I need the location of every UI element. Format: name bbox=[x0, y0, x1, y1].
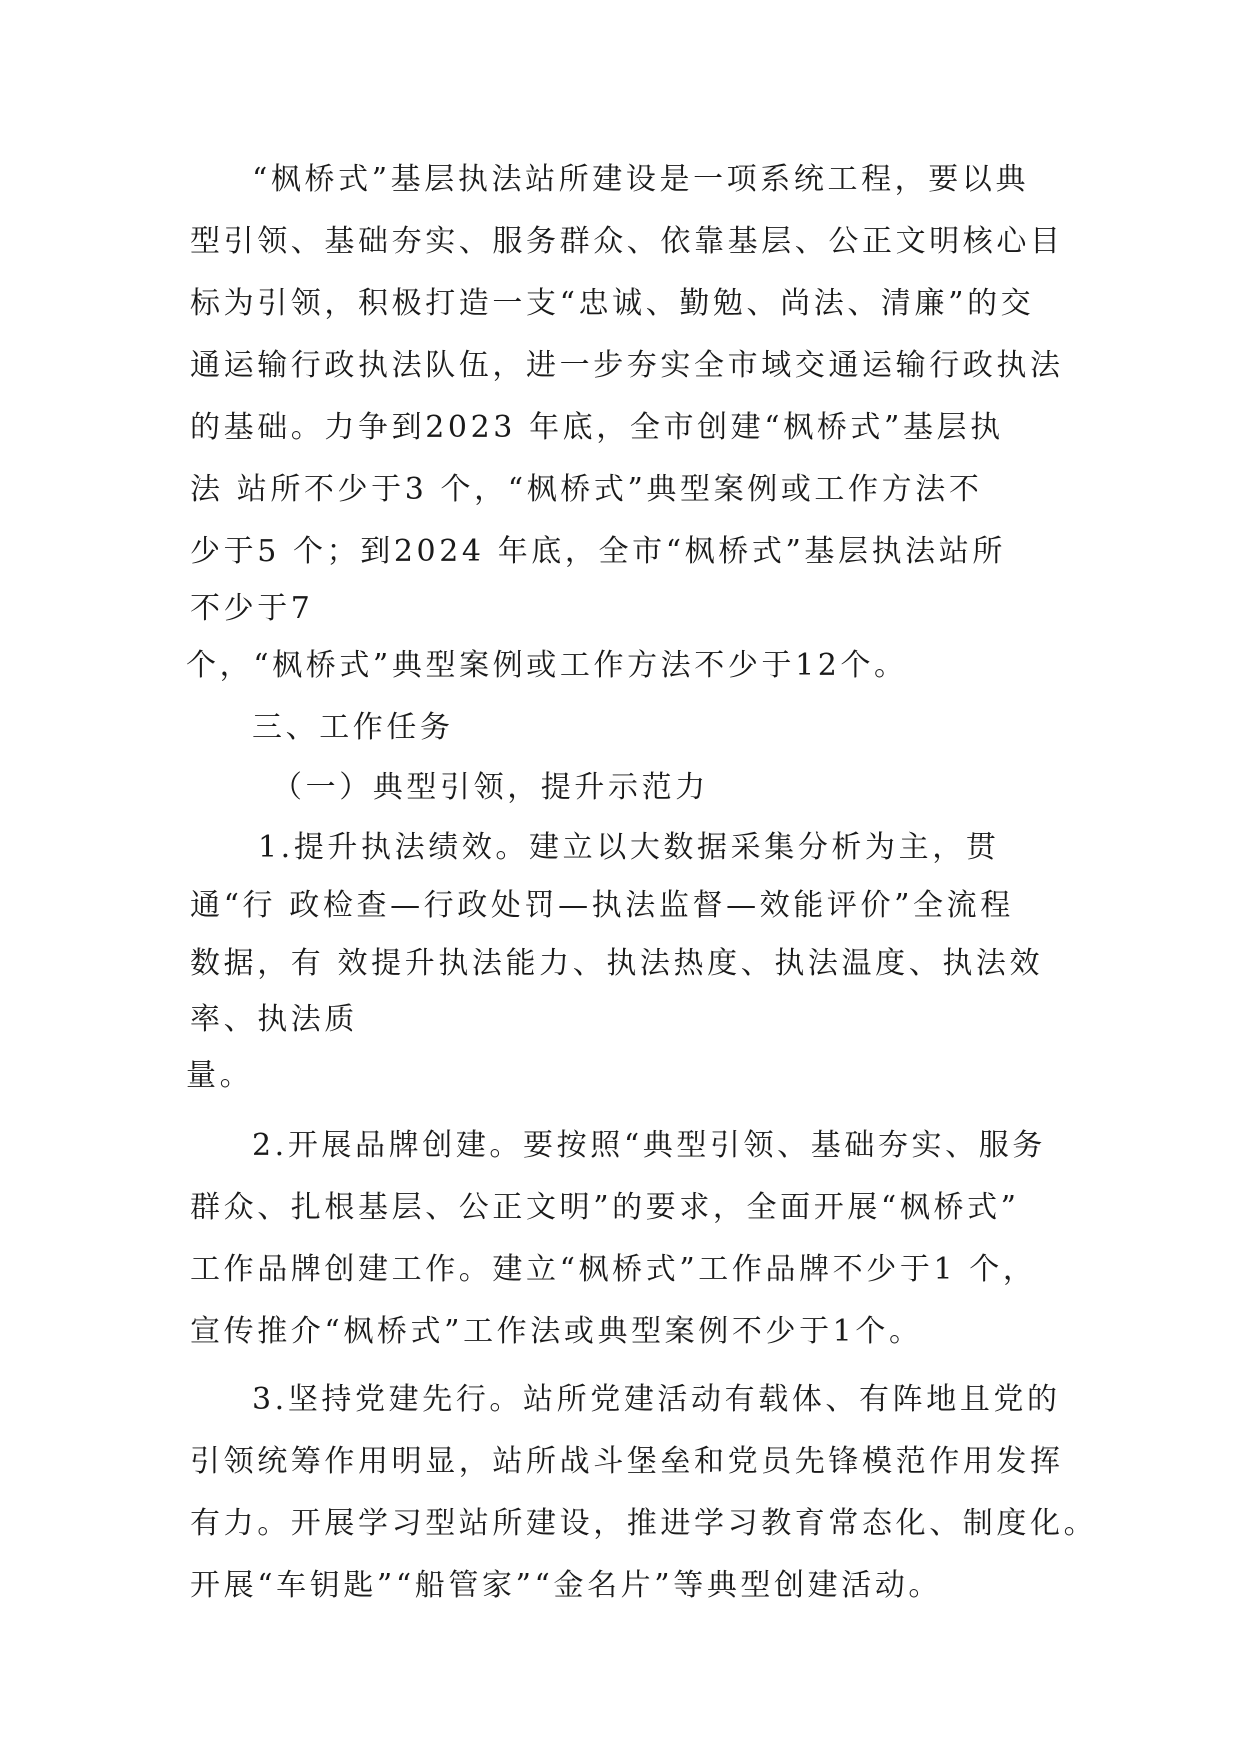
item-1-line-1: 1.提升执法绩效。建立以大数据采集分析为主，贯 bbox=[258, 830, 1000, 865]
paragraph-1-line-7: 少于5 个；到2024 年底，全市“枫桥式”基层执法站所 bbox=[190, 534, 1006, 569]
paragraph-1-line-2: 型引领、基础夯实、服务群众、依靠基层、公正文明核心目 bbox=[190, 224, 1064, 259]
item-1-line-3: 数据，有 效提升执法能力、执法热度、执法温度、执法效 bbox=[190, 946, 1044, 981]
paragraph-1-line-8: 不少于7 bbox=[190, 591, 314, 626]
item-1-line-2: 通“行 政检查—行政处罚—执法监督—效能评价”全流程 bbox=[190, 888, 1014, 923]
item-3-line-1: 3.坚持党建先行。站所党建活动有载体、有阵地且党的 bbox=[252, 1382, 1061, 1417]
item-1-line-4: 率、执法质 bbox=[190, 1002, 358, 1037]
item-3-line-4: 开展“车钥匙”“船管家”“金名片”等典型创建活动。 bbox=[190, 1568, 943, 1603]
item-3-line-3: 有力。开展学习型站所建设，推进学习教育常态化、制度化。 bbox=[190, 1506, 1098, 1541]
item-1-line-5: 量。 bbox=[186, 1058, 254, 1093]
section-heading-3: 三、工作任务 bbox=[252, 710, 454, 745]
paragraph-1-line-4: 通运输行政执法队伍，进一步夯实全市域交通运输行政执法 bbox=[190, 348, 1064, 383]
item-2-line-4: 宣传推介“枫桥式”工作法或典型案例不少于1个。 bbox=[190, 1314, 923, 1349]
item-2-line-3: 工作品牌创建工作。建立“枫桥式”工作品牌不少于1 个， bbox=[190, 1252, 1037, 1287]
item-3-line-2: 引领统筹作用明显，站所战斗堡垒和党员先锋模范作用发挥 bbox=[190, 1444, 1064, 1479]
item-2-line-2: 群众、扎根基层、公正文明”的要求，全面开展“枫桥式” bbox=[190, 1190, 1020, 1225]
paragraph-1-line-6: 法 站所不少于3 个，“枫桥式”典型案例或工作方法不 bbox=[190, 472, 983, 507]
paragraph-1-line-5: 的基础。力争到2023 年底，全市创建“枫桥式”基层执 bbox=[190, 410, 1004, 445]
paragraph-1-line-9: 个，“枫桥式”典型案例或工作方法不少于12个。 bbox=[186, 648, 908, 683]
item-2-line-1: 2.开展品牌创建。要按照“典型引领、基础夯实、服务 bbox=[252, 1128, 1046, 1163]
paragraph-1-line-3: 标为引领，积极打造一支“忠诚、勤勉、尚法、清廉”的交 bbox=[190, 286, 1035, 321]
paragraph-1-line-1: “枫桥式”基层执法站所建设是一项系统工程，要以典 bbox=[252, 162, 1030, 197]
subsection-heading-1: （一）典型引领，提升示范力 bbox=[272, 770, 709, 805]
